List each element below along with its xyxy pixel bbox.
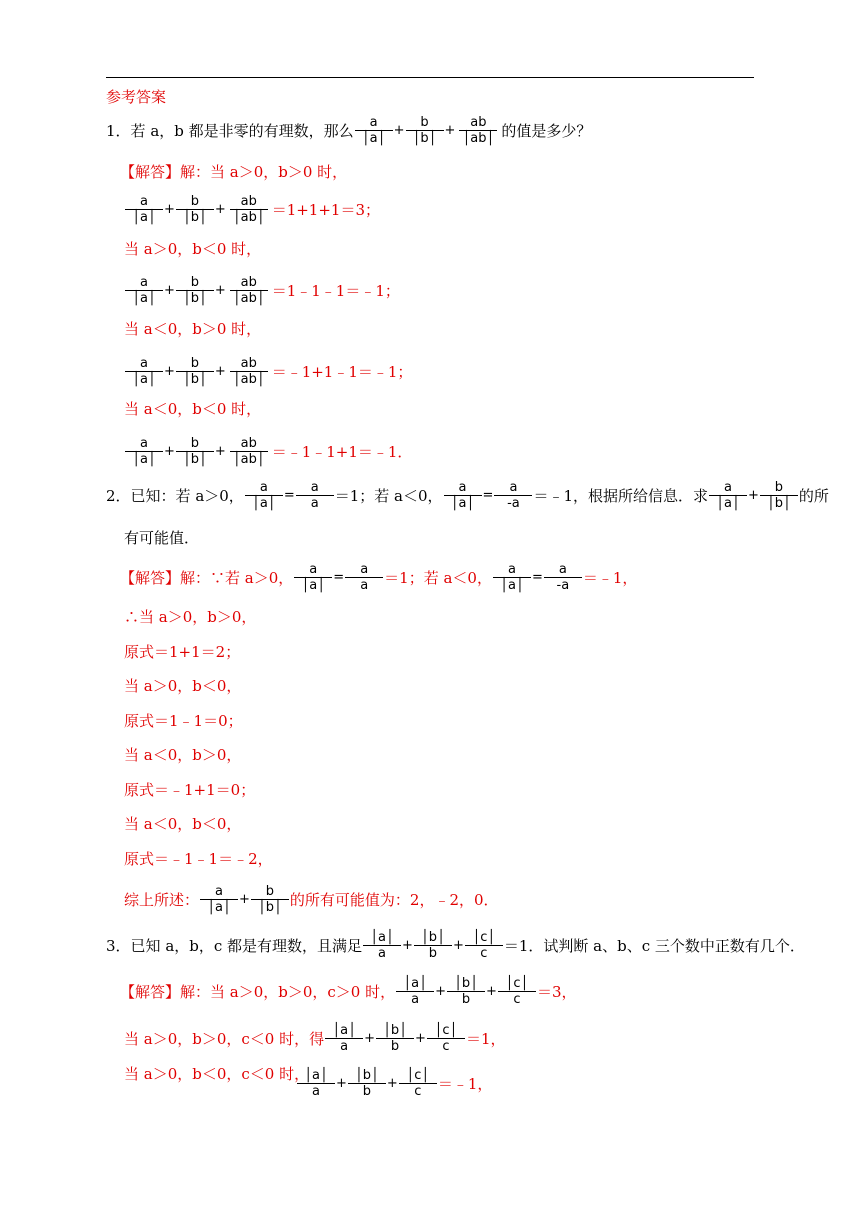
q1-result-4: a │a│ + $\frac{b}{│b│}$ + $\frac{ab}{│ab│}$ ＝﹣1﹣1+1＝﹣1． xyxy=(124,436,412,467)
operator: = xyxy=(482,487,494,503)
fraction: $\frac{a}{-a}$ xyxy=(494,480,532,511)
operator: + xyxy=(452,937,464,953)
fraction: $\frac{b}{│b│}$ xyxy=(176,194,214,225)
fraction: $\frac{b}{│b│}$ xyxy=(176,356,214,387)
fraction: $\frac{a}{│a│}$ xyxy=(245,480,283,511)
operator: + xyxy=(164,443,175,459)
fraction: $\frac{a}{a}$ xyxy=(296,480,334,511)
operator: + xyxy=(164,201,175,217)
fraction: $\frac{a}{a}$ xyxy=(345,562,383,593)
fraction: a │a│ xyxy=(125,275,163,306)
fraction: a │a│ xyxy=(125,356,163,387)
q1-result-3: a │a│ + $\frac{b}{│b│}$ + $\frac{ab}{│ab│}$ ＝﹣1+1﹣1＝﹣1； xyxy=(124,356,412,387)
fraction: $\frac{│b│}{b}$ xyxy=(414,930,452,961)
fraction: a │a│ xyxy=(125,436,163,467)
fraction: a │a│ xyxy=(355,115,393,146)
operator: + xyxy=(214,282,226,298)
fraction: $\frac{b}{│b│}$ xyxy=(176,275,214,306)
operator: + xyxy=(393,122,405,138)
fraction: $\frac{ab}{│ab│}$ xyxy=(456,115,500,146)
fraction: $\frac{a}{-a}$ xyxy=(544,562,582,593)
fraction: $\frac{a}{│a│}$ xyxy=(294,562,332,593)
fraction: a │a│ xyxy=(125,194,163,225)
fraction: a │a│ xyxy=(709,480,747,511)
operator: + xyxy=(486,983,497,999)
fraction: $\frac{│c│}{c}$ xyxy=(498,976,536,1007)
fraction: $\frac{ab}{│ab│}$ xyxy=(227,436,271,467)
fraction: a │a│ xyxy=(200,884,238,915)
fraction: $\frac{│b│}{b}$ xyxy=(447,976,485,1007)
fraction: $\frac{│c│}{c}$ xyxy=(427,1023,465,1054)
fraction: │a│ a xyxy=(396,976,434,1007)
fraction: $\frac{│b│}{b}$ xyxy=(376,1023,414,1054)
q2-summary: 综上所述： a │a│ + $\frac{b}{│b│}$ 的所有可能值为：2，﹣2，0． xyxy=(124,884,499,915)
fraction: $\frac{│b│}{b}$ xyxy=(348,1068,386,1099)
header-rule xyxy=(106,77,754,78)
fraction: $\frac{ab}{│ab│}$ xyxy=(227,275,271,306)
q2-line-4: 原式＝1﹣1＝0； xyxy=(124,712,243,730)
section-title: 参考答案 xyxy=(106,88,167,106)
q2-line-2: 原式＝1+1＝2； xyxy=(124,643,241,661)
operator: + xyxy=(402,937,413,953)
q3-question: 3． 已知 a，b，c 都是有理数，且满足 │a│ a + $\frac{│b│}{b}$ + $\frac{│c│}{c}$ ＝1．试判断 a、b、c 三个数中正数有几个． xyxy=(106,930,805,961)
q3-line-2-expr: │a│ a + $\frac{│b│}{b}$ + $\frac{│c│}{c}$ ＝﹣1， xyxy=(124,1068,492,1099)
operator: + xyxy=(747,487,759,503)
q2-answer-intro: 【解答】解：∵若 a＞0， $\frac{a}{│a│}$ = $\frac{a}{a}$ ＝1；若 a＜0， $\frac{a}{│a│}$ = $\frac{a}{-a}$ ＝﹣1， xyxy=(120,562,638,593)
operator: + xyxy=(164,363,175,379)
fraction: $\frac{ab}{│ab│}$ xyxy=(227,356,271,387)
q1-case-3: 当 a＜0，b＞0 时， xyxy=(124,320,262,338)
q1-case-2: 当 a＞0，b＜0 时， xyxy=(124,240,262,258)
fraction: $\frac{a}{│a│}$ xyxy=(444,480,482,511)
operator: + xyxy=(164,282,175,298)
q3-answer-intro: 【解答】解：当 a＞0，b＞0，c＞0 时， │a│ a + $\frac{│b│}{b}$ + $\frac{│c│}{c}$ ＝3， xyxy=(120,976,577,1007)
q3-line-1: 当 a＞0，b＞0，c＜0 时，得 │a│ a + $\frac{│b│}{b}$ + $\frac{│c│}{c}$ ＝1， xyxy=(124,1023,506,1054)
operator: + xyxy=(214,363,226,379)
q3-line-2: 当 a＞0，b＜0，c＜0 时， xyxy=(124,1065,310,1083)
q2-question: 2． 已知：若 a＞0， $\frac{a}{│a│}$ = $\frac{a}{a}$ ＝1；若 a＜0， $\frac{a}{│a│}$ = $\frac{a}{-a}$ ＝﹣1，根据所给信息．求 a │a│ + $\frac{b}{│b│}$ 的所 xyxy=(106,480,829,511)
fraction: $\frac{b}{│b│}$ xyxy=(406,115,444,146)
operator: + xyxy=(415,1030,426,1046)
operator: = xyxy=(283,487,295,503)
operator: + xyxy=(444,122,456,138)
operator: + xyxy=(386,1075,398,1091)
q2-line-6: 原式＝﹣1+1＝0； xyxy=(124,781,256,799)
fraction: $\frac{ab}{│ab│}$ xyxy=(227,194,271,225)
q2-question-cont: 有可能值． xyxy=(124,529,200,547)
q2-line-3: 当 a＞0，b＜0， xyxy=(124,677,242,695)
q2-line-7: 当 a＜0，b＜0， xyxy=(124,815,242,833)
fraction: │a│ a xyxy=(325,1023,363,1054)
fraction: $\frac{b}{│b│}$ xyxy=(760,480,798,511)
q1-answer-intro: 【解答】解：当 a＞0，b＞0 时， xyxy=(120,163,348,181)
operator: = xyxy=(333,569,345,585)
operator: + xyxy=(214,443,226,459)
operator: = xyxy=(531,569,543,585)
q1-question: 1． 若 a，b 都是非零的有理数，那么 a │a│ + $\frac{b}{│b│}$ + $\frac{ab}{│ab│}$ 的值是多少？ xyxy=(106,115,592,146)
operator: + xyxy=(364,1030,376,1046)
operator: + xyxy=(239,891,250,907)
fraction: │a│ a xyxy=(297,1068,335,1099)
fraction: $\frac{│c│}{c}$ xyxy=(465,930,503,961)
fraction: $\frac{b}{│b│}$ xyxy=(176,436,214,467)
q2-line-1: ∴当 a＞0，b＞0， xyxy=(124,608,257,626)
q1-result-2: a │a│ + $\frac{b}{│b│}$ + $\frac{ab}{│ab│}$ ＝1﹣1﹣1＝﹣1； xyxy=(124,275,400,306)
q2-line-5: 当 a＜0，b＞0， xyxy=(124,746,242,764)
fraction: │a│ a xyxy=(363,930,401,961)
q1-result-1: a │a│ + $\frac{b}{│b│}$ + $\frac{ab}{│ab│}$ ＝1+1+1＝3； xyxy=(124,194,380,225)
operator: + xyxy=(214,201,226,217)
operator: + xyxy=(435,983,447,999)
fraction: $\frac{│c│}{c}$ xyxy=(399,1068,437,1099)
q2-line-8: 原式＝﹣1﹣1＝﹣2， xyxy=(124,850,273,868)
q1-case-4: 当 a＜0，b＜0 时， xyxy=(124,400,262,418)
fraction: $\frac{a}{│a│}$ xyxy=(493,562,531,593)
operator: + xyxy=(336,1075,347,1091)
fraction: $\frac{b}{│b│}$ xyxy=(251,884,289,915)
